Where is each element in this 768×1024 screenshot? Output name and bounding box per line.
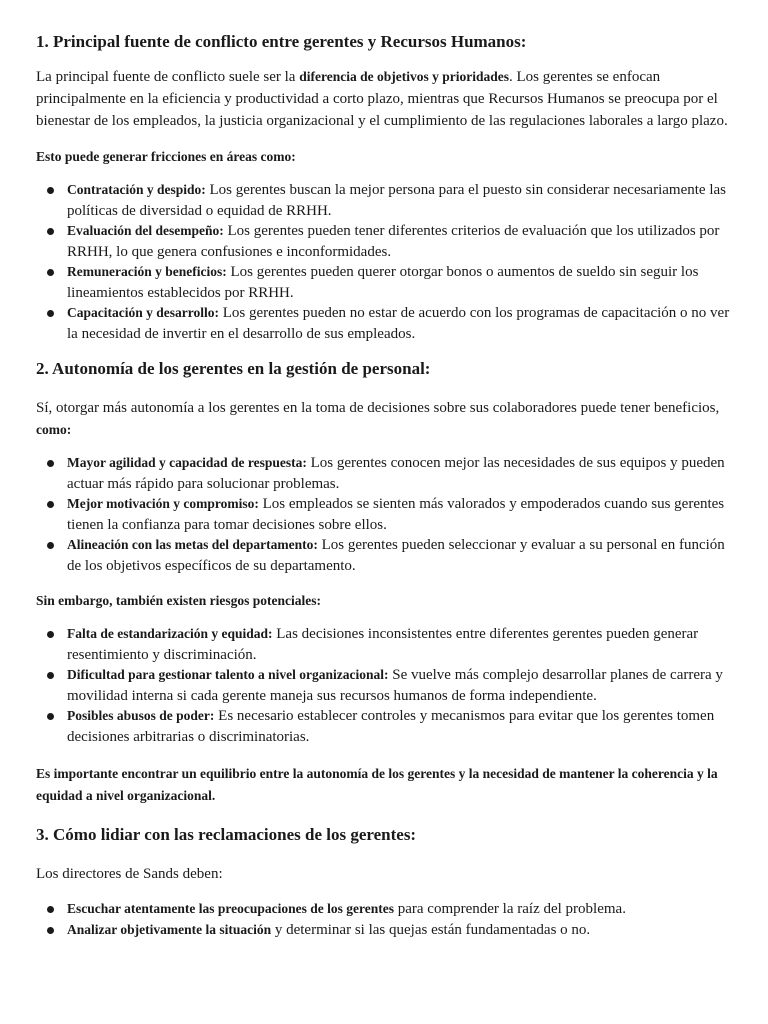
list-item-text: Es necesario establecer controles y mecanismos para evitar que los gerentes tomen decisiones arbitrarias o discriminatorias. (67, 708, 715, 745)
section-1-intro (36, 66, 732, 132)
section-2-heading: 2. Autonomía de los gerentes en la gestión de personal: (36, 359, 431, 378)
list-item-title: Evaluación del desempeño: (67, 223, 224, 238)
list-item-text: y determinar si las quejas están fundamentadas o no. (271, 921, 591, 938)
section-3-intro: Los directores de Sands deben: (36, 866, 223, 882)
section-2-risks-list (36, 624, 732, 747)
intro-bold-text: diferencia de objetivos y prioridades (299, 69, 509, 84)
bullet-icon (47, 269, 54, 276)
intro-text-cont: . Los gerentes se enfocan principalmente en la eficiencia y productividad a corto plazo, mientras que Recursos Humanos se preocupa por el bienestar de los empleados, la justicia organizacional y el cumplimiento de las regulaciones laborales a largo plazo. (36, 69, 728, 129)
list-item-text: Las decisiones inconsistentes entre diferentes gerentes pueden generar resentimiento y discriminación. (67, 626, 699, 663)
section-2-intro (36, 397, 732, 441)
list-item-text: Se vuelve más complejo desarrollar planes de carrera y movilidad interna si cada gerente maneja sus recursos humanos de forma independiente. (67, 667, 723, 704)
list-item (36, 920, 732, 941)
section-3-list (36, 899, 732, 940)
section-3-heading: 3. Cómo lidiar con las reclamaciones de los gerentes: (36, 825, 417, 844)
section-2-closing: Es importante encontrar un equilibrio entre la autonomía de los gerentes y la necesidad de mantener la coherencia y la equidad a nivel organizacional. (36, 766, 718, 803)
bullet-icon (47, 501, 54, 508)
list-item (36, 535, 732, 576)
list-item-title: Capacitación y desarrollo: (67, 305, 219, 320)
bullet-icon (47, 631, 54, 638)
list-item-title: Contratación y despido: (67, 182, 206, 197)
list-item (36, 303, 732, 344)
section-1-list (36, 180, 732, 344)
bullet-icon (47, 460, 54, 467)
section-2-risks-lead: Sin embargo, también existen riesgos potenciales: (36, 593, 321, 608)
list-item-text: Los empleados se sienten más valorados y empoderados cuando sus gerentes tienen la confianza para tomar decisiones sobre ellos. (67, 496, 725, 533)
list-item-title: Remuneración y beneficios: (67, 264, 227, 279)
bullet-icon (47, 228, 54, 235)
section-1-lead: Esto puede generar fricciones en áreas como: (36, 149, 296, 164)
bullet-icon (47, 187, 54, 194)
list-item (36, 221, 732, 262)
bullet-icon (47, 927, 54, 934)
list-item-text: Los gerentes conocen mejor las necesidades de sus equipos y pueden actuar más rápido para solucionar problemas. (67, 455, 725, 492)
list-item-title: Escuchar atentamente las preocupaciones de los gerentes (67, 901, 394, 916)
list-item-text: para comprender la raíz del problema. (393, 901, 626, 917)
list-item-title: Analizar objetivamente la situación (67, 921, 272, 937)
list-item (36, 262, 732, 303)
list-item-title: Posibles abusos de poder: (67, 708, 215, 723)
bullet-icon (47, 906, 54, 913)
section-1-heading: 1. Principal fuente de conflicto entre gerentes y Recursos Humanos: (36, 32, 527, 51)
list-item (36, 706, 732, 747)
bullet-icon (47, 310, 54, 317)
intro-text: Sí, otorgar más autonomía a los gerentes en la toma de decisiones sobre sus colaboradores puede tener beneficios, (36, 400, 720, 416)
bullet-icon (47, 713, 54, 720)
list-item-text: Los gerentes pueden seleccionar y evaluar a su personal en función de los objetivos específicos de su departamento. (67, 537, 725, 574)
list-item (36, 453, 732, 494)
list-item (36, 494, 732, 535)
list-item (36, 624, 732, 665)
list-item-title: Mayor agilidad y capacidad de respuesta: (67, 455, 307, 470)
list-item (36, 665, 732, 706)
intro-text: La principal fuente de conflicto suele ser la (36, 69, 300, 85)
list-item-title: Falta de estandarización y equidad: (67, 626, 273, 641)
list-item-text: Los gerentes pueden no estar de acuerdo con los programas de capacitación o no ver la necesidad de invertir en el desarrollo de sus empleados. (67, 305, 730, 342)
list-item (36, 180, 732, 221)
list-item-text: Los gerentes pueden tener diferentes criterios de evaluación que los utilizados por RRHH, lo que genera confusiones e inconformidades. (67, 223, 720, 260)
list-item-text: Los gerentes buscan la mejor persona para el puesto sin considerar necesariamente las políticas de diversidad o equidad de RRHH. (67, 182, 726, 219)
section-2-benefits-list (36, 453, 732, 576)
intro-bold-text: como: (36, 422, 72, 437)
bullet-icon (47, 672, 54, 679)
list-item (36, 899, 732, 920)
list-item-title: Dificultad para gestionar talento a nivel organizacional: (67, 667, 389, 682)
list-item-text: Los gerentes pueden querer otorgar bonos o aumentos de sueldo sin seguir los lineamientos establecidos por RRHH. (67, 264, 699, 301)
bullet-icon (47, 542, 54, 549)
list-item-title: Mejor motivación y compromiso: (67, 496, 259, 511)
list-item-title: Alineación con las metas del departamento: (67, 537, 318, 552)
